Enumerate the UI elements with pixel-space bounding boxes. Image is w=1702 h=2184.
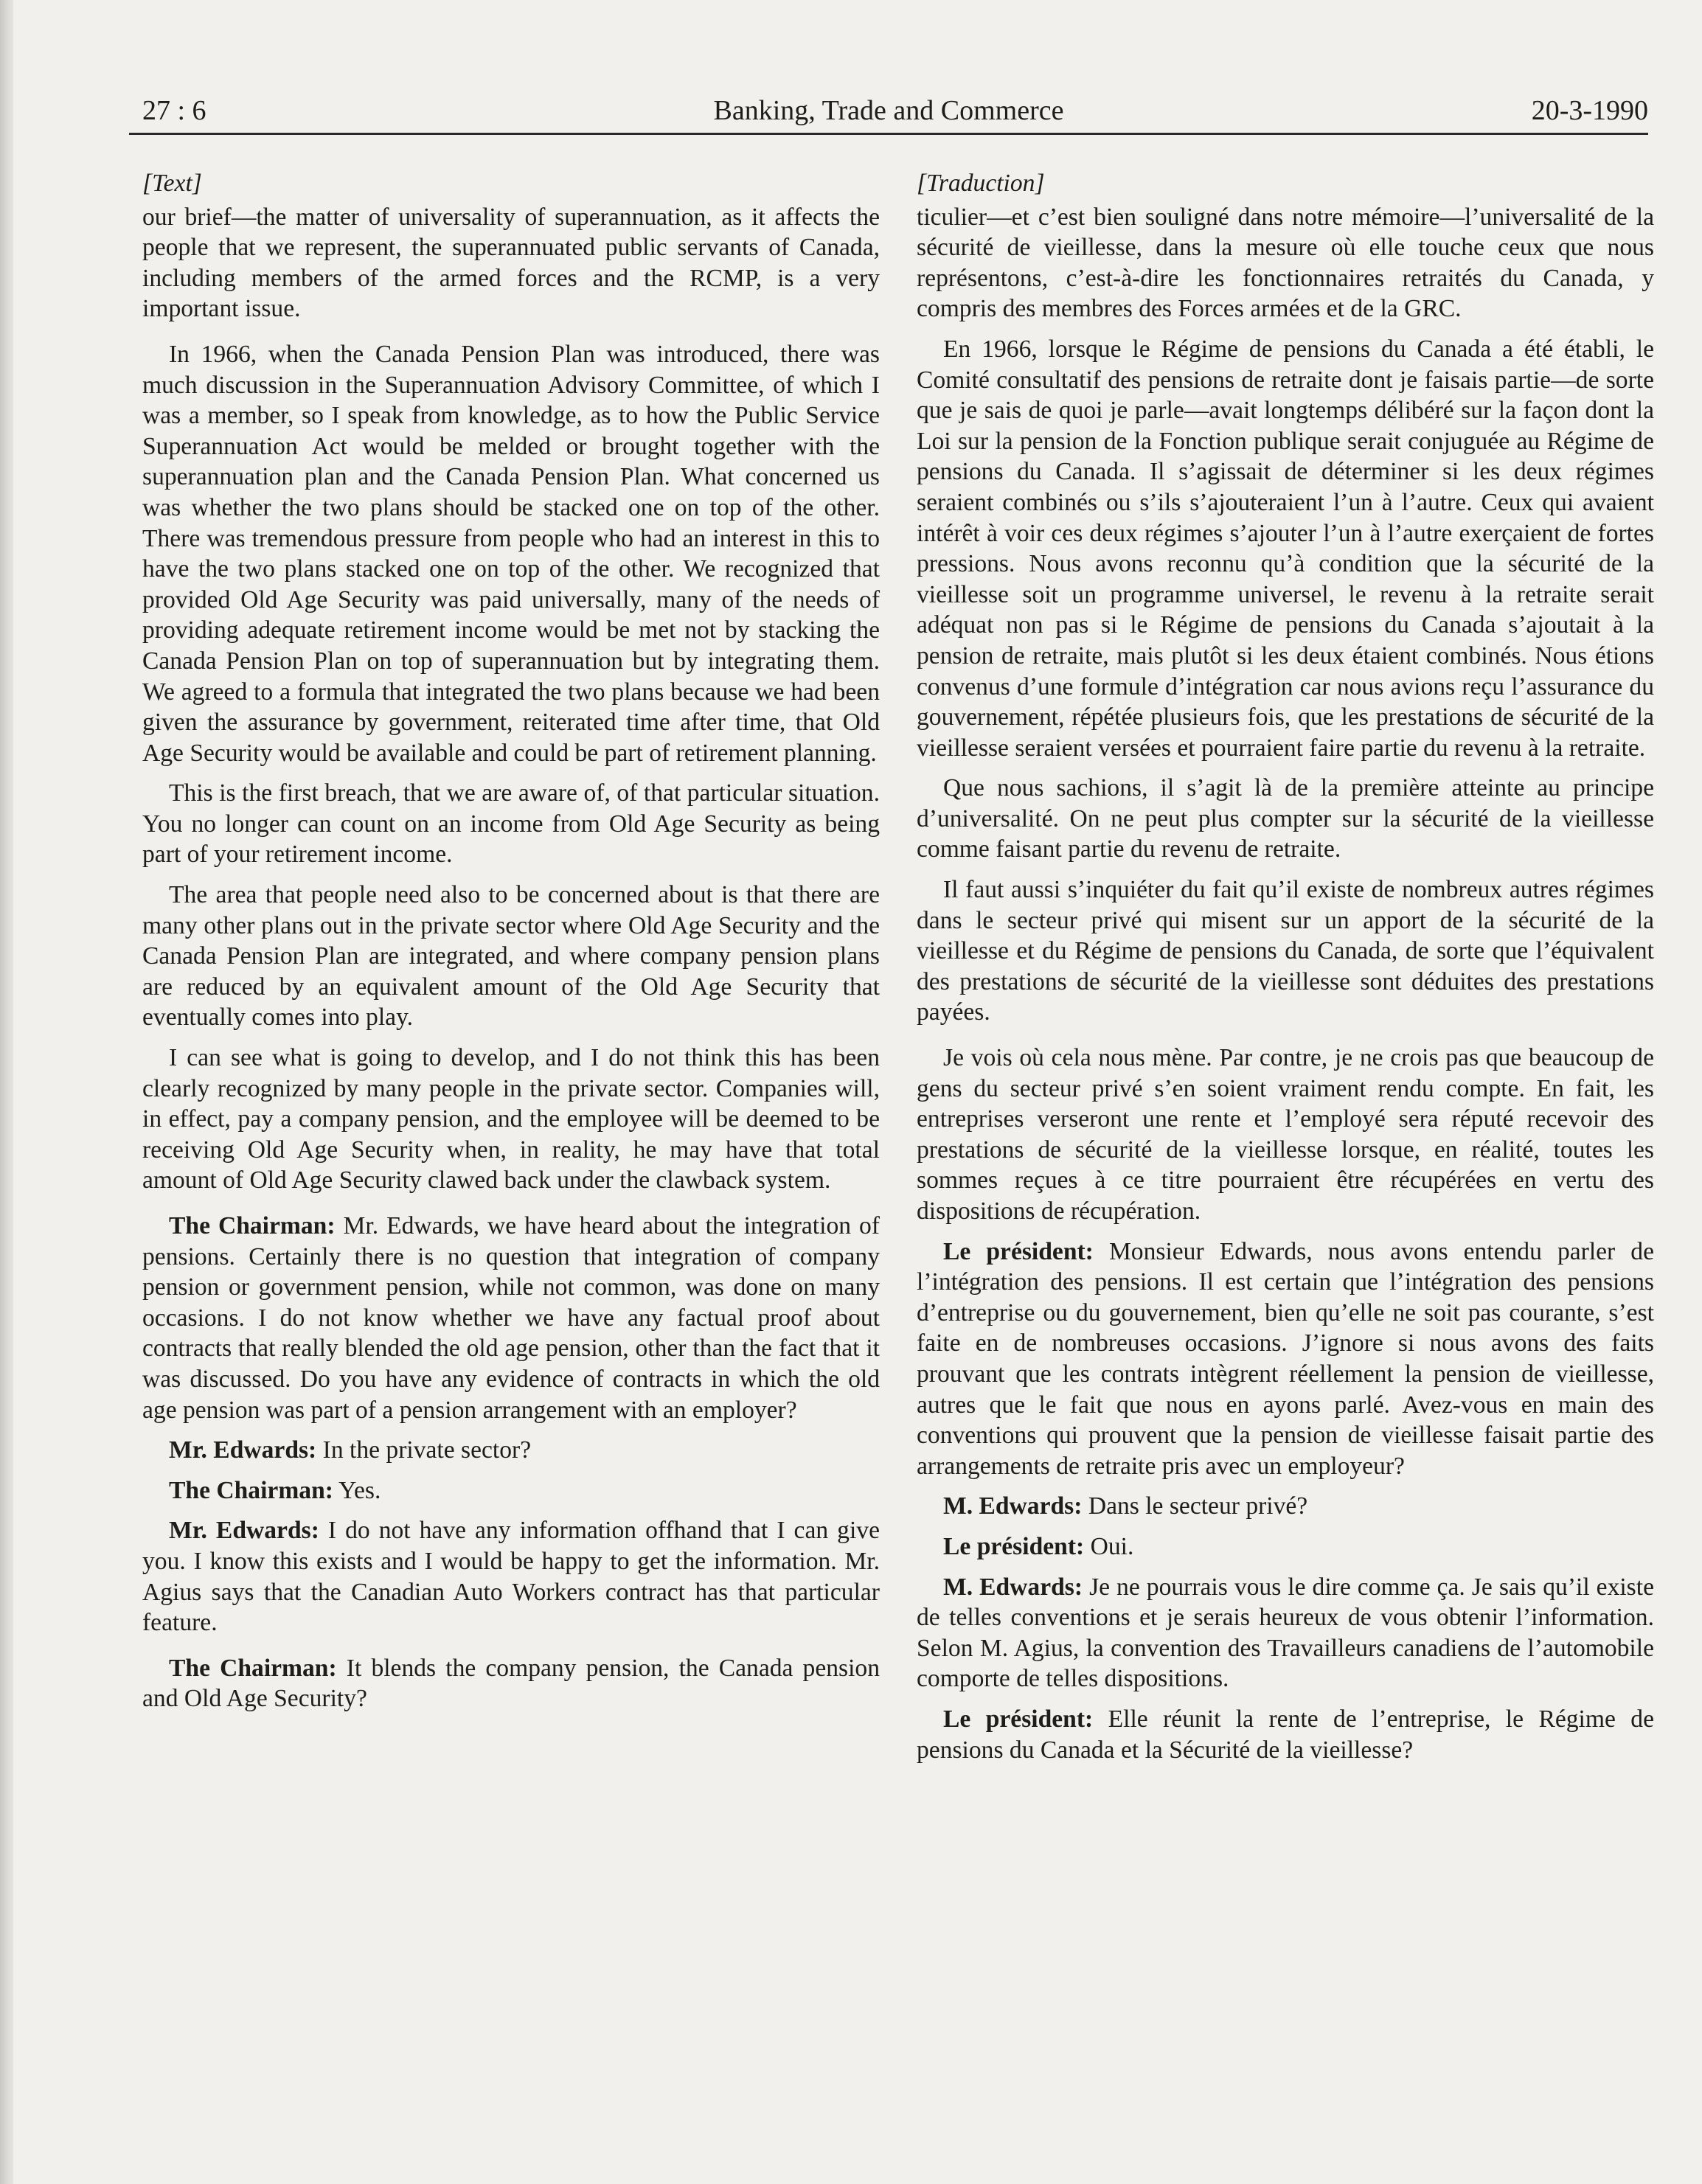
french-column <box>917 168 1654 1775</box>
paragraph: En 1966, lorsque le Régime de pensions du Canada a été établi, le Comité consultatif des pensions de retraite dont je faisais partie—de sorte que je sais de quoi je parle—avait longtemps délibéré sur la façon dont la Loi sur la pension de la Fonction publique serait conjuguée au Régime de pensions du Canada. Il s’agissait de déterminer si les deux régimes seraient combinés ou s’ils s’ajouteraient l’un à l’autre. Ceux qui avaient intérêt à voir ces deux régimes s’ajouter l’un à l’autre exerçaient de fortes pressions. Nous avons reconnu qu’à condition que la sécurité de la vieillesse soit un programme universel, le revenu à la retraite serait adéquat non pas si le Régime de pensions du Canada s’ajoutait à la pension de retraite, mais plutôt si les deux étaient combinés. Nous étions convenus d’une formule d’intégration car nous avions reçu l’assurance du gouvernement, répétée plusieurs fois, que les prestations de sécurité de la vieillesse seraient versées et pourraient faire partie du revenu à la retraite. <box>917 335 1654 762</box>
page-number: 27 : 6 <box>142 95 206 126</box>
speech-text: Monsieur Edwards, nous avons entendu parler de l’intégration des pensions. Il est certain que l’intégration des pensions d’entreprise ou du gouvernement, bien qu’elle ne soit pas courante, s’est faite en de nombreuses occasions. J’ignore si nous avons des faits prouvant que les contrats intègrent réellement la pension de vieillesse, autres que le fait que nous en ayons parlé. Avez-vous en main des conventions qui prouvent que la pension de vieillesse faisait partie des arrangements de retraite pris avec un employeur? <box>917 1237 1654 1480</box>
speaker-name: The Chairman: <box>169 1654 337 1682</box>
paragraph: Il faut aussi s’inquiéter du fait qu’il existe de nombreux autres régimes dans le secteur privé qui misent sur un apport de la sécurité de la vieillesse et du Régime de pensions du Canada, de sorte que l’équivalent des prestations de sécurité de la vieillesse sont déduites des prestations payées. <box>917 876 1654 1026</box>
page-date: 20-3-1990 <box>1531 95 1648 126</box>
paragraph: Je vois où cela nous mène. Par contre, je ne crois pas que beaucoup de gens du secteur privé s’en soient vraiment rendu compte. En fait, les entreprises verseront une rente et l’employé sera réputé recevoir des prestations de sécurité de la vieillesse lorsque, en réalité, toutes les sommes reçues à ce titre pourraient être récupérées en vertu des dispositions de récupération. <box>917 1044 1654 1225</box>
publication-title: Banking, Trade and Commerce <box>713 95 1064 126</box>
speaker-name: Le président: <box>943 1237 1094 1265</box>
speaker-name: Le président: <box>943 1532 1085 1560</box>
speech-text: I do not have any information offhand that I can give you. I know this exists and I would be happy to get the information. Mr. Agius says that the Canadian Auto Workers contract has that particular feature. <box>142 1517 880 1637</box>
paragraph: ticulier—et c’est bien souligné dans notre mémoire—l’universalité de la sécurité de vieillesse, dans la mesure où elle touche ceux que nous représentons, c’est-à-dire les fonctionnaires retraités du Canada, y compris des membres des Forces armées et de la GRC. <box>917 203 1654 323</box>
speaker-turn <box>142 1515 880 1638</box>
speech-text: In the private sector? <box>316 1436 532 1464</box>
speaker-name: Le président: <box>943 1705 1094 1733</box>
speaker-name: The Chairman: <box>169 1476 333 1504</box>
speech-text: Dans le secteur privé? <box>1082 1492 1308 1520</box>
speech-text: Mr. Edwards, we have heard about the integration of pensions. Certainly there is no question that integration of company pension or government pension, while not common, was done on many occasions. I do not know whether we have any factual proof about contracts that really blended the old age pension, other than the fact that it was discussed. Do you have any evidence of contracts in which the old age pension was part of a pension arrangement with an employer? <box>142 1212 880 1424</box>
speaker-turn <box>917 1491 1654 1522</box>
running-header <box>129 88 1648 135</box>
speaker-turn <box>142 1435 880 1466</box>
paragraph: In 1966, when the Canada Pension Plan was introduced, there was much discussion in the Superannuation Advisory Committee, of which I was a member, so I speak from knowledge, as to how the Public Service Superannuation Act would be melded or brought together with the superannuation plan and the Canada Pension Plan. What concerned us was whether the two plans should be stacked one on top of the other. There was tremendous pressure from people who had an interest in this to have the two plans stacked one on top of the other. We recognized that provided Old Age Security was paid universally, many of the needs of providing adequate retirement income would be met not by stacking the Canada Pension Plan on top of superannuation but by integrating them. We agreed to a formula that integrated the two plans because we had been given the assurance by government, reiterated time after time, that Old Age Security would be available and could be part of retirement planning. <box>142 340 880 767</box>
paragraph: This is the first breach, that we are aware of, of that particular situation. You no longer can count on an income from Old Age Security as being part of your retirement income. <box>142 779 880 869</box>
speech-text: Oui. <box>1084 1532 1134 1560</box>
speaker-turn <box>917 1704 1654 1765</box>
page-edge <box>0 0 13 2184</box>
paragraph: our brief—the matter of universality of superannuation, as it affects the people that we represent, the superannuated public servants of Canada, including members of the armed forces and the RCMP, is a very important issue. <box>142 203 880 323</box>
speaker-turn <box>142 1475 880 1506</box>
speaker-name: Mr. Edwards: <box>169 1517 319 1545</box>
language-label: [Text] <box>142 170 202 197</box>
speaker-turn <box>917 1237 1654 1482</box>
speaker-name: M. Edwards: <box>943 1573 1083 1601</box>
speaker-name: Mr. Edwards: <box>169 1436 317 1464</box>
speaker-turn <box>142 1211 880 1425</box>
document-page <box>13 0 1702 2184</box>
speaker-name: M. Edwards: <box>943 1492 1083 1520</box>
paragraph: The area that people need also to be concerned about is that there are many other plans out in the private sector where Old Age Security and the Canada Pension Plan are integrated, and where company pension plans are reduced by an equivalent amount of the Old Age Security that eventually comes into play. <box>142 881 880 1032</box>
speaker-turn <box>917 1572 1654 1694</box>
english-column <box>142 168 880 1724</box>
speaker-turn <box>142 1653 880 1714</box>
speaker-name: The Chairman: <box>169 1212 336 1239</box>
speaker-turn <box>917 1531 1654 1562</box>
speech-text: It blends the company pension, the Canada pension and Old Age Security? <box>142 1654 880 1713</box>
language-label: [Traduction] <box>917 170 1045 197</box>
speech-text: Je ne pourrais vous le dire comme ça. Je sais qu’il existe de telles conventions et je serais heureux de vous obtenir l’information. Selon M. Agius, la convention des Travailleurs canadiens de l’automobile comporte de telles dispositions. <box>917 1573 1654 1693</box>
paragraph: I can see what is going to develop, and I do not think this has been clearly recognized by many people in the private sector. Companies will, in effect, pay a company pension, and the employee will be deemed to be receiving Old Age Security when, in reality, he may have that total amount of Old Age Security clawed back under the clawback system. <box>142 1044 880 1194</box>
speech-text: Yes. <box>333 1476 381 1504</box>
speech-text: Elle réunit la rente de l’entreprise, le Régime de pensions du Canada et la Sécurité de la vieillesse? <box>917 1705 1654 1764</box>
paragraph: Que nous sachions, il s’agit là de la première atteinte au principe d’universalité. On ne peut plus compter sur la sécurité de la vieillesse comme faisant partie du revenu de retraite. <box>917 774 1654 863</box>
